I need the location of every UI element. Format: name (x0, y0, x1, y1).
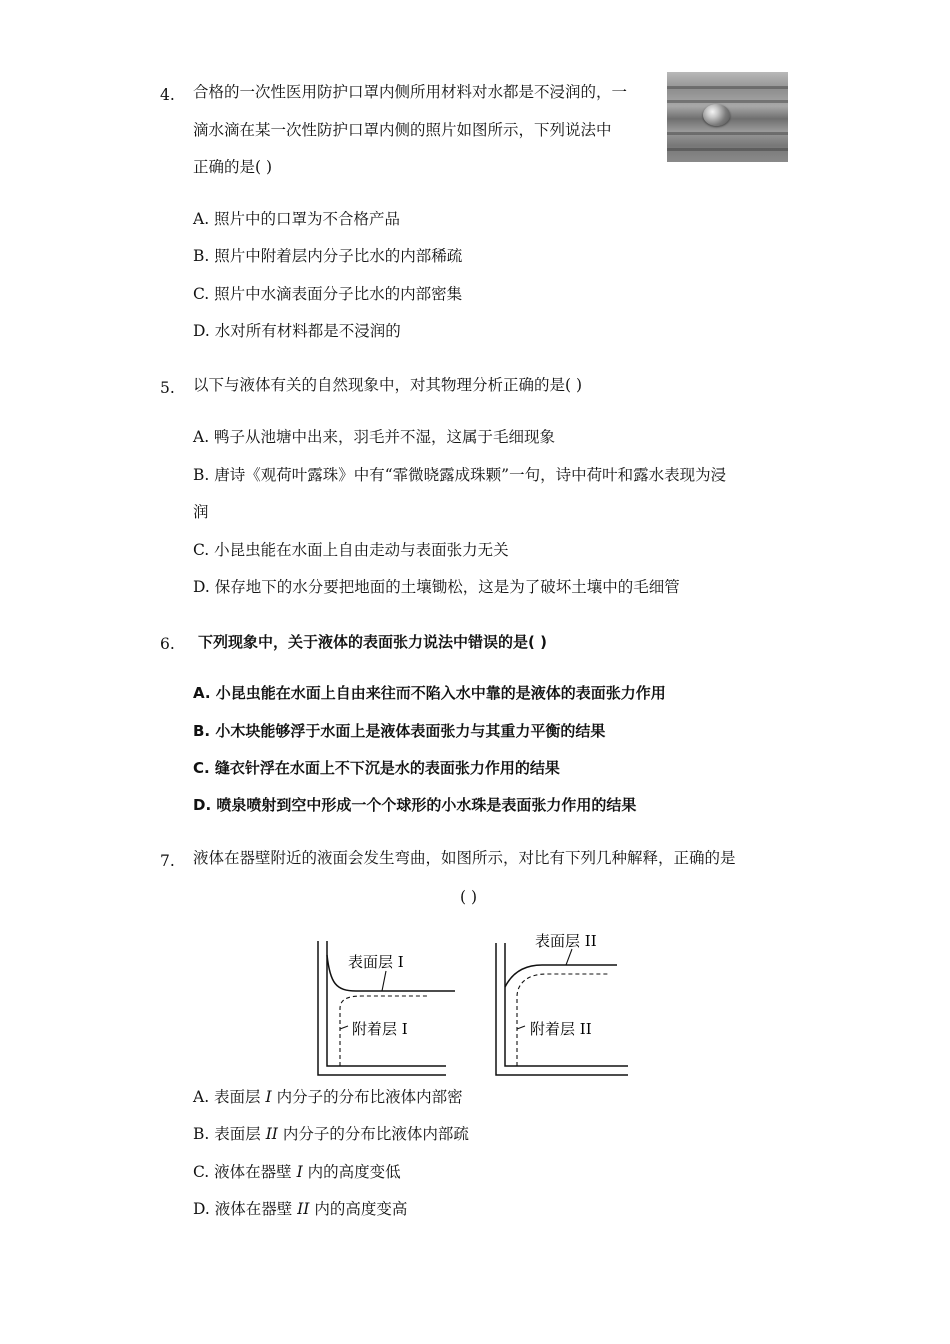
option-suffix: 内的高度变低 (307, 1163, 401, 1181)
question-stem-line: 以下与液体有关的自然现象中，对其物理分析正确的是( ) (193, 376, 583, 394)
option-d: D. 水对所有材料都是不浸润的 (193, 322, 401, 340)
option-prefix: A. 表面层 (193, 1088, 261, 1106)
answer-blank: ( ) (460, 888, 478, 906)
option-suffix: 内分子的分布比液体内部疏 (282, 1125, 469, 1143)
option-c: C. 缝衣针浮在水面上不下沉是水的表面张力作用的结果 (193, 759, 560, 777)
option-c: C. 小昆虫能在水面上自由走动与表面张力无关 (193, 541, 509, 559)
option-b: B. 小木块能够浮于水面上是液体表面张力与其重力平衡的结果 (193, 722, 606, 740)
option-c: C. 照片中水滴表面分子比水的内部密集 (193, 285, 463, 303)
option-d: D. 喷泉喷射到空中形成一个个球形的小水珠是表面张力作用的结果 (193, 796, 637, 814)
option-c (193, 1162, 401, 1182)
question-number: 6. (160, 635, 175, 653)
question-stem-line: 下列现象中，关于液体的表面张力说法中错误的是( ) (198, 633, 547, 651)
option-prefix: B. 表面层 (193, 1125, 261, 1143)
label-surface-layer-2: 表面层 II (535, 932, 597, 950)
option-a (193, 1087, 463, 1107)
question-number: 5. (160, 379, 175, 397)
question-stem-line: 滴水滴在某一次性防护口罩内侧的照片如图所示，下列说法中 (193, 121, 612, 139)
option-roman: II (265, 1125, 278, 1143)
meniscus-figure (310, 925, 640, 1080)
option-b: B. 照片中附着层内分子比水的内部稀疏 (193, 247, 463, 265)
mask-water-drop-photo (667, 72, 788, 162)
question-stem-line: 液体在器壁附近的液面会发生弯曲，如图所示，对比有下列几种解释，正确的是 (193, 849, 736, 867)
container-2 (496, 943, 628, 1075)
question-stem-line: 正确的是( ) (193, 158, 273, 176)
option-a: A. 鸭子从池塘中出来，羽毛并不湿，这属于毛细现象 (193, 428, 556, 446)
option-a: A. 照片中的口罩为不合格产品 (193, 210, 401, 228)
option-d: D. 保存地下的水分要把地面的土壤锄松，这是为了破坏土壤中的毛细管 (193, 578, 680, 596)
option-a: A. 小昆虫能在水面上自由来往而不陷入水中靠的是液体的表面张力作用 (193, 684, 666, 702)
question-number: 7. (160, 852, 175, 870)
option-prefix: C. 液体在器壁 (193, 1163, 292, 1181)
label-surface-layer-1: 表面层 I (348, 953, 404, 971)
option-b: B. 唐诗《观荷叶露珠》中有“霏微晓露成珠颗”一句，诗中荷叶和露水表现为浸 (193, 466, 727, 484)
label-attached-layer-1: 附着层 I (352, 1020, 408, 1038)
option-b (193, 1124, 469, 1144)
option-roman: I (265, 1088, 272, 1106)
option-suffix: 内分子的分布比液体内部密 (276, 1088, 463, 1106)
option-d (193, 1199, 407, 1219)
question-number: 4. (160, 86, 175, 104)
water-drop (703, 104, 730, 126)
option-suffix: 内的高度变高 (314, 1200, 408, 1218)
option-roman: I (296, 1163, 303, 1181)
option-prefix: D. 液体在器壁 (193, 1200, 293, 1218)
option-b-continued: 润 (193, 503, 209, 521)
label-attached-layer-2: 附着层 II (530, 1020, 592, 1038)
question-stem-line: 合格的一次性医用防护口罩内侧所用材料对水都是不浸润的，一 (193, 83, 628, 101)
option-roman: II (297, 1200, 310, 1218)
